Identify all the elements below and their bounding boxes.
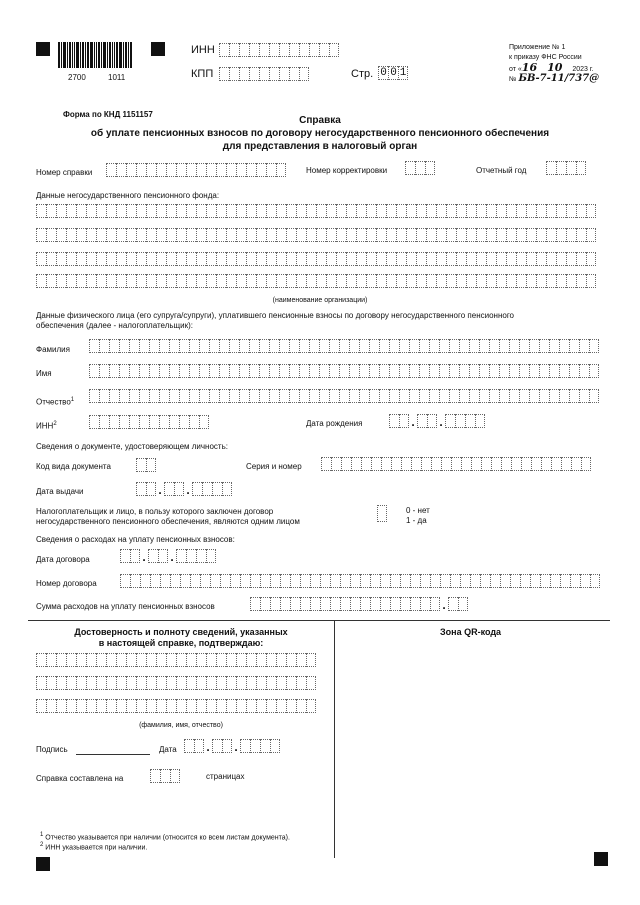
signer-fio-row-3[interactable] xyxy=(36,699,316,713)
fund-name-row-1[interactable] xyxy=(36,204,596,218)
form-subtitle2: для представления в налоговый орган xyxy=(222,141,418,152)
footnote-1: $^1$ Отчество указывается при наличии (относится ко всем листам документа). xyxy=(40,832,290,842)
expense-sum-field[interactable]: . xyxy=(250,597,468,611)
qr-zone-label: Зона QR-кода xyxy=(440,627,502,637)
cert-no-cells[interactable] xyxy=(106,163,286,177)
option-yes: 1 - да xyxy=(406,516,427,525)
inn-label: ИНН xyxy=(191,44,215,56)
sign-date-label: Дата xyxy=(159,745,177,754)
appendix-line2: к приказу ФНС России xyxy=(509,54,582,61)
inn-cells[interactable] xyxy=(89,415,209,429)
contract-date-label: Дата договора xyxy=(36,555,90,564)
report-year-cells[interactable] xyxy=(546,161,586,175)
inn-field-label: ИНН$^2$ xyxy=(36,421,57,431)
issue-date-label: Дата выдачи xyxy=(36,487,84,496)
surname-label: Фамилия xyxy=(36,345,70,354)
option-no: 0 - нет xyxy=(406,506,430,515)
issue-date-field[interactable]: . . xyxy=(136,482,232,496)
page-label: Стр. xyxy=(351,68,374,80)
knd-code: Форма по КНД 1151157 xyxy=(63,110,153,119)
surname-cells[interactable] xyxy=(89,339,599,353)
birth-date-label: Дата рождения xyxy=(306,419,363,428)
barcode-number-right: 1011 xyxy=(108,73,126,82)
expenses-label: Сведения о расходах на уплату пенсионных взносов: xyxy=(36,535,235,544)
confirm-title2: в настоящей справке, подтверждаю: xyxy=(98,638,264,648)
footnote-2: $^2$ ИНН указывается при наличии. xyxy=(40,842,148,852)
id-doc-label: Сведения о документе, удостоверяющем личность: xyxy=(36,442,228,451)
appendix-day: 16 xyxy=(521,61,538,74)
series-no-cells[interactable] xyxy=(321,457,591,471)
report-year-label: Отчетный год xyxy=(476,166,527,175)
section-divider-horizontal xyxy=(28,620,610,621)
appendix-number: БВ-7-11/737@ xyxy=(518,73,600,84)
header-kpp-cells[interactable] xyxy=(219,67,309,81)
barcode xyxy=(58,42,133,68)
series-no-label: Серия и номер xyxy=(246,462,302,471)
corner-marker-top-right xyxy=(151,42,165,56)
form-title: Справка xyxy=(299,115,341,126)
pages-suffix: страницах xyxy=(206,772,245,781)
doc-code-cells[interactable] xyxy=(136,458,156,472)
name-label: Имя xyxy=(36,369,52,378)
corner-marker-bottom-right xyxy=(594,852,608,866)
appendix-month: 10 xyxy=(547,61,563,74)
contract-no-label: Номер договора xyxy=(36,579,97,588)
footnote-ref-2: 2 xyxy=(53,421,57,427)
signature-line[interactable] xyxy=(76,754,150,755)
same-person-cell[interactable] xyxy=(377,505,387,522)
pages-count-cells[interactable] xyxy=(150,769,180,783)
patronymic-label: Отчество$^1$ xyxy=(36,397,75,407)
kpp-label: КПП xyxy=(191,68,214,80)
person-data-line2: обеспечения (далее - налогоплательщик): xyxy=(36,321,193,330)
org-name-hint: (наименование организации) xyxy=(272,297,368,304)
form-subtitle: об уплате пенсионных взносов по договору негосударственного пенсионного обеспечения xyxy=(90,128,550,139)
appendix-date-line: от «16 10 2023 г. xyxy=(509,61,594,74)
signer-fio-row-1[interactable] xyxy=(36,653,316,667)
person-data-line1: Данные физического лица (его супруга/супруги), уплатившего пенсионные взносы по договору негосударственного пенсионного xyxy=(36,311,515,320)
contract-date-field[interactable]: . . xyxy=(120,549,216,563)
same-person-line1: Налогоплательщик и лицо, в пользу которого заключен договор xyxy=(36,507,274,516)
expense-sum-label: Сумма расходов на уплату пенсионных взносов xyxy=(36,602,215,611)
fio-hint: (фамилия, имя, отчество) xyxy=(139,722,223,729)
confirm-title: Достоверность и полноту сведений, указанных xyxy=(74,627,288,637)
doc-code-label: Код вида документа xyxy=(36,462,111,471)
corner-marker-bottom-left xyxy=(36,857,50,871)
appendix-number-line: № БВ-7-11/737@ xyxy=(509,73,600,84)
correction-no-label: Номер корректировки xyxy=(306,166,388,175)
fund-name-row-3[interactable] xyxy=(36,252,596,266)
barcode-number-left: 2700 xyxy=(68,73,86,82)
footnote-ref-1: 1 xyxy=(70,397,75,403)
fund-name-row-4[interactable] xyxy=(36,274,596,288)
cert-no-label: Номер справки xyxy=(36,168,93,177)
fund-name-row-2[interactable] xyxy=(36,228,596,242)
sign-date-field[interactable]: . . xyxy=(184,739,280,753)
signature-label: Подпись xyxy=(36,745,68,754)
header-inn-cells[interactable] xyxy=(219,43,339,57)
corner-marker-top-left xyxy=(36,42,50,56)
name-cells[interactable] xyxy=(89,364,599,378)
section-divider-vertical xyxy=(334,620,335,858)
appendix-line1: Приложение № 1 xyxy=(509,44,566,51)
signer-fio-row-2[interactable] xyxy=(36,676,316,690)
patronymic-cells[interactable] xyxy=(89,389,599,403)
birth-date-field[interactable]: . . xyxy=(389,414,485,428)
page-number-cells[interactable]: 0 0 1 xyxy=(378,66,408,80)
correction-no-cells[interactable] xyxy=(405,161,435,175)
same-person-line2: негосударственного пенсионного обеспечения, являются одним лицом xyxy=(36,517,300,526)
contract-no-cells[interactable] xyxy=(120,574,600,588)
fund-data-label: Данные негосударственного пенсионного фонда: xyxy=(36,191,220,200)
pages-prefix: Справка составлена на xyxy=(36,774,124,783)
